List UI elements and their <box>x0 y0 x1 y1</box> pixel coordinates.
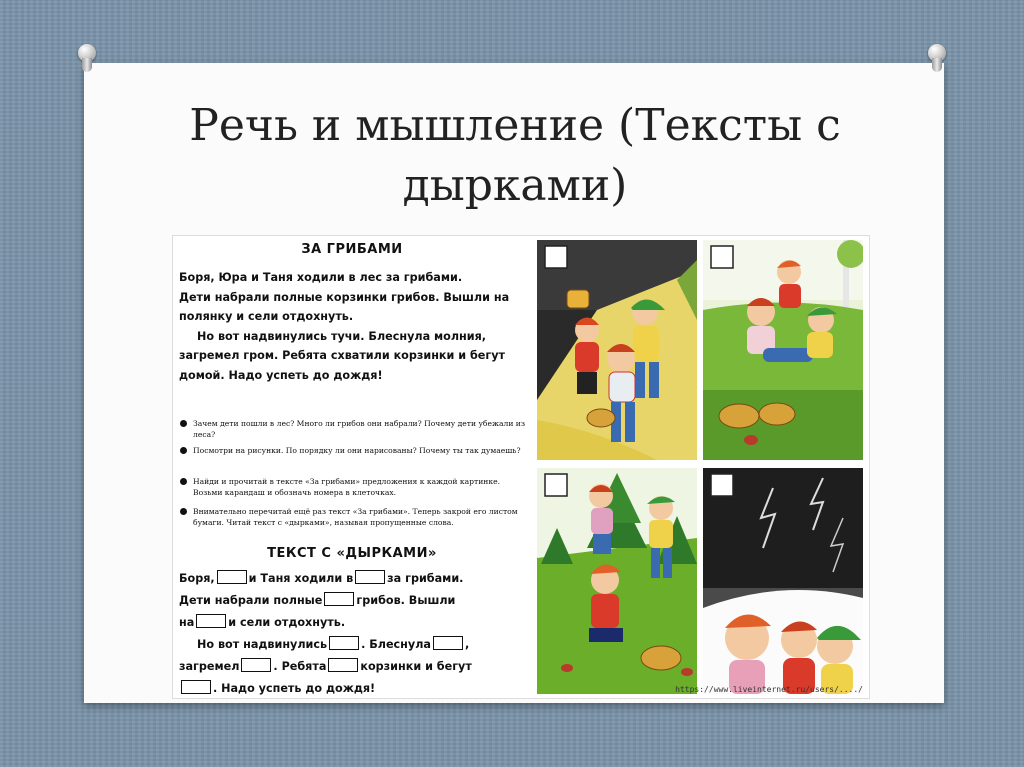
pushpin-icon <box>926 44 948 74</box>
holes-text <box>179 568 527 700</box>
holes-line: Но вот надвинулись . Блеснула , <box>197 638 470 651</box>
holes-line: Дети набрали полные грибов. Вышли <box>179 594 456 607</box>
illustration-kids-picking-mushrooms <box>537 468 697 694</box>
illustration-kids-walking <box>537 240 697 460</box>
holes-line: загремел . Ребята корзинки и бегут <box>179 660 472 673</box>
question-item: Внимательно перечитай ещё раз текст «За грибами». Теперь закрой его листом бумаги. Читай текст с «дырками», называя пропущенные слова. <box>179 506 525 528</box>
question-item: Зачем дети пошли в лес? Много ли грибов они набрали? Почему дети убежали из леса? <box>179 418 525 440</box>
blank-box <box>181 680 211 694</box>
story-line: загремел гром. Ребята схватили корзинки и бегут <box>179 349 506 362</box>
slide-title: Речь и мышление (Тексты с дырками) <box>189 100 841 211</box>
blank-box <box>324 592 354 606</box>
holes-line: Боря, и Таня ходили в за грибами. <box>179 572 464 585</box>
illustration-kids-resting <box>703 240 863 460</box>
blank-box <box>329 636 359 650</box>
story-line: домой. Надо успеть до дождя! <box>179 368 383 382</box>
story-line: Боря, Юра и Таня ходили в лес за грибами. <box>179 271 463 284</box>
illustration-storm <box>703 468 863 694</box>
question-item: Найди и прочитай в тексте «За грибами» предложения к каждой картинке. Возьми карандаш и обозначь номера в клеточках. <box>179 476 525 498</box>
blank-box <box>241 658 271 672</box>
blank-box <box>355 570 385 584</box>
holes-heading: ТЕКСТ С «ДЫРКАМИ» <box>267 546 437 561</box>
holes-line: . Надо успеть до дождя! <box>179 678 527 700</box>
holes-line: на и сели отдохнуть. <box>179 616 346 629</box>
worksheet-text-column <box>173 236 531 698</box>
pushpin-icon <box>76 44 98 74</box>
question-item: Посмотри на рисунки. По порядку ли они нарисованы? Почему ты так думаешь? <box>179 445 525 456</box>
story-line: полянку и сели отдохнуть. <box>179 310 354 323</box>
blank-box <box>196 614 226 628</box>
story-line: Но вот надвинулись тучи. Блеснула молния, <box>197 329 487 343</box>
worksheet-heading: ЗА ГРИБАМИ <box>301 242 403 257</box>
blank-box <box>217 570 247 584</box>
worksheet-image <box>172 235 870 699</box>
story-text <box>179 268 527 385</box>
blank-box <box>433 636 463 650</box>
blank-box <box>328 658 358 672</box>
story-line: Дети набрали полные корзинки грибов. Вышли на <box>179 290 510 304</box>
image-credit: https://www.liveinternet.ru/users/..../ <box>675 685 863 694</box>
